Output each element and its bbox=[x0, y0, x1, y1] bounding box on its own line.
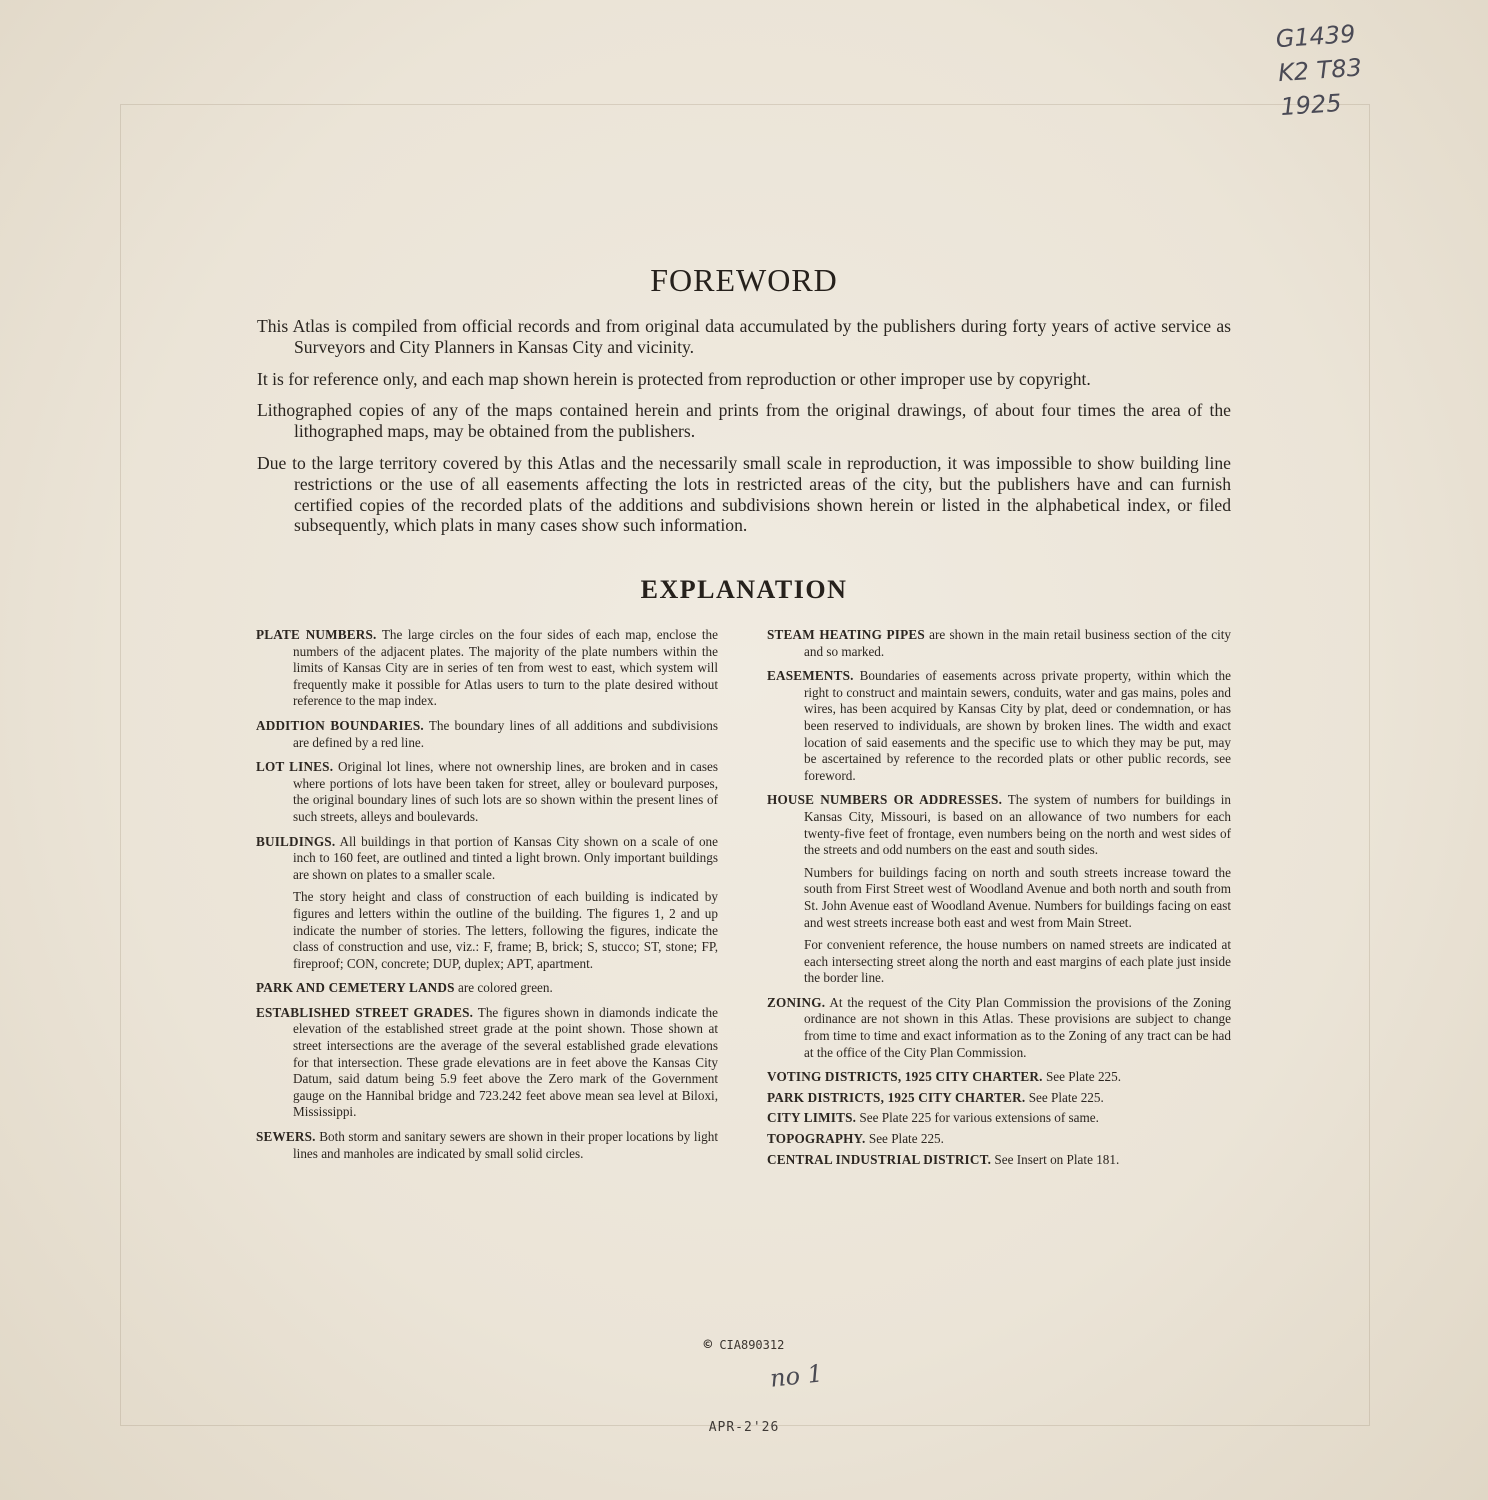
entry-text: Boundaries of easements across private property, within which the right to construct and maintain sewers, conduits, water and gas mains, poles and wires, has been acquired by Kansas City by plat, deed or condemnation, or has been reserved to individuals, are shown by broken lines. The width and exact location of said easements and the specific use to which they may be put, may be ascertained by reference to the recorded plats or other public records, see foreword. bbox=[804, 668, 1232, 783]
handwritten-call-number bbox=[1275, 14, 1402, 124]
explanation-entry bbox=[256, 1129, 718, 1162]
entry-text: See Plate 225 for various extensions of same. bbox=[859, 1110, 1099, 1126]
entry-text: are shown in the main retail business section of the city and so marked. bbox=[804, 627, 1231, 659]
explanation-title: EXPLANATION bbox=[640, 575, 848, 604]
entry-text: All buildings in that portion of Kansas City shown on a scale of one inch to 160 feet, are outlined and tinted a light brown. Only important buildings are shown on plates to a smaller scale. bbox=[293, 833, 718, 882]
explanation-left-column bbox=[256, 627, 718, 1170]
entry-text: See Plate 225. bbox=[868, 1131, 944, 1147]
entry-text: The large circles on the four sides of each map, enclose the numbers of the adjacent plates. The majority of the plate numbers within the limits of Kansas City are in series of ten from west to east, which system will frequently make it possible for Atlas users to turn to the plate desired without reference to the map index. bbox=[293, 627, 718, 709]
call-number-line: G1439 bbox=[1274, 19, 1357, 54]
explanation-right-column bbox=[767, 627, 1231, 1172]
entry-term: PARK DISTRICTS, 1925 CITY CHARTER. bbox=[767, 1089, 1026, 1105]
entry-term: SEWERS. bbox=[256, 1129, 316, 1145]
entry-text: Both storm and sanitary sewers are shown in their proper locations by light lines and manholes are indicated by small solid circles. bbox=[293, 1129, 719, 1161]
entry-term: CITY LIMITS. bbox=[767, 1110, 857, 1126]
entry-term: EASEMENTS. bbox=[767, 668, 854, 684]
entry-text: The system of numbers for buildings in Kansas City, Missouri, is based on an allowance of two numbers for each twenty-five feet of frontage, even numbers being on the north and west sides of the streets and odd numbers on the east and south sides. bbox=[804, 792, 1231, 858]
entry-text: See Plate 225. bbox=[1045, 1069, 1122, 1085]
explanation-entry bbox=[767, 1110, 1231, 1127]
copyright-symbol: © bbox=[703, 1337, 713, 1353]
entry-term: ZONING. bbox=[767, 994, 826, 1010]
entry-text: The boundary lines of all additions and subdivisions are defined by a red line. bbox=[293, 717, 718, 750]
received-date-stamp: APR-2'26 bbox=[708, 1420, 780, 1435]
foreword-paragraph: Lithographed copies of any of the maps contained herein and prints from the original drawings, of about four times the area of the lithographed maps, may be obtained from the publishers. bbox=[257, 400, 1231, 442]
foreword-paragraph: It is for reference only, and each map shown herein is protected from reproduction or other improper use by copyright. bbox=[257, 368, 1091, 389]
foreword-paragraph: Due to the large territory covered by this Atlas and the necessarily small scale in reproduction, it was impossible to show building line restrictions or the use of all easements affecting the lots in restricted areas of the city, but the publishers have and can furnish certified copies of the recorded plats of the additions and subdivisions shown herein or listed in the alphabetical index, or filed subsequently, which plats in many cases show such information. bbox=[257, 452, 1231, 536]
entry-continuation: Numbers for buildings facing on north and south streets increase toward the south from First Street west of Woodland Avenue and both north and south from St. John Avenue east of Woodland Avenue. Numbers for buildings facing on east and west streets increase both east and west from Main Street. bbox=[804, 864, 1231, 930]
explanation-entry bbox=[767, 792, 1231, 987]
entry-text: See Plate 225. bbox=[1028, 1089, 1104, 1105]
entry-term: HOUSE NUMBERS OR ADDRESSES. bbox=[767, 792, 1003, 808]
foreword-body bbox=[257, 316, 1231, 547]
entry-text: Original lot lines, where not ownership lines, are broken and in cases where portions of lots have been taken for street, alley or boulevard purposes, the original boundary lines of such lots are so shown within the present lines of such streets, alleys and boulevards. bbox=[293, 759, 719, 824]
explanation-entry bbox=[256, 980, 718, 997]
entry-term: CENTRAL INDUSTRIAL DISTRICT. bbox=[767, 1151, 992, 1167]
entry-text: See Insert on Plate 181. bbox=[994, 1151, 1120, 1167]
entry-continuation: For convenient reference, the house numbers on named streets are indicated at each intersecting street along the north and east margins of each plate just inside the border line. bbox=[804, 937, 1231, 986]
entry-term: STEAM HEATING PIPES bbox=[767, 627, 925, 642]
entry-text: are colored green. bbox=[457, 980, 553, 996]
entry-continuation: The story height and class of construction of each building is indicated by figures and letters within the outline of the building. The figures 1, 2 and up indicate the number of stories. The letters, following the figures, indicate the class of construction and use, viz.: F, frame; B, brick; S, stucco; ST, stone; FP, fireproof; CON, concrete; DUP, duplex; APT, apartment. bbox=[293, 889, 718, 971]
explanation-entry bbox=[767, 1152, 1231, 1169]
explanation-entry bbox=[767, 995, 1231, 1061]
call-number-line: K2 T83 bbox=[1277, 53, 1363, 88]
entry-term: LOT LINES. bbox=[256, 759, 334, 775]
entry-text: The figures shown in diamonds indicate the elevation of the established street grade at the point shown. Those shown at street intersections are the average of the several established grade elevations for that intersection. These grade elevations are in feet above the Kansas City Datum, said datum being 5.9 feet above the Zero mark of the Government gauge on the Hannibal bridge and 723.242 feet above mean sea level at Biloxi, Mississippi. bbox=[293, 1004, 718, 1120]
copyright-stamp bbox=[0, 1337, 1488, 1353]
entry-text: At the request of the City Plan Commission the provisions of the Zoning ordinance are not shown in this Atlas. These provisions are subject to change from time to time and exact information as to the Zoning of any tract can be had at the office of the City Plan Commission. bbox=[804, 994, 1231, 1060]
entry-term: PARK AND CEMETERY LANDS bbox=[256, 980, 455, 996]
explanation-entry bbox=[767, 1131, 1231, 1148]
foreword-title: FOREWORD bbox=[650, 262, 838, 298]
handwritten-number: no 1 bbox=[768, 1359, 825, 1393]
explanation-entry bbox=[256, 627, 718, 710]
explanation-entry bbox=[256, 718, 718, 751]
explanation-entry bbox=[767, 1090, 1231, 1107]
copyright-number: CIA890312 bbox=[719, 1338, 785, 1352]
entry-term: ADDITION BOUNDARIES. bbox=[256, 717, 424, 733]
entry-term: ESTABLISHED STREET GRADES. bbox=[256, 1004, 474, 1020]
foreword-paragraph: This Atlas is compiled from official records and from original data accumulated by the publishers during forty years of active service as Surveyors and City Planners in Kansas City and vicinity. bbox=[257, 316, 1231, 357]
explanation-entry bbox=[767, 668, 1231, 784]
entry-term: VOTING DISTRICTS, 1925 CITY CHARTER. bbox=[767, 1069, 1043, 1085]
explanation-entry bbox=[767, 1069, 1231, 1086]
entry-term: BUILDINGS. bbox=[256, 833, 336, 849]
explanation-entry bbox=[256, 759, 718, 825]
explanation-entry bbox=[256, 1005, 718, 1121]
explanation-entry bbox=[256, 834, 718, 973]
entry-term: TOPOGRAPHY. bbox=[767, 1131, 866, 1147]
explanation-entry bbox=[767, 627, 1231, 660]
entry-term: PLATE NUMBERS. bbox=[256, 627, 377, 642]
call-number-line: 1925 bbox=[1279, 88, 1343, 122]
